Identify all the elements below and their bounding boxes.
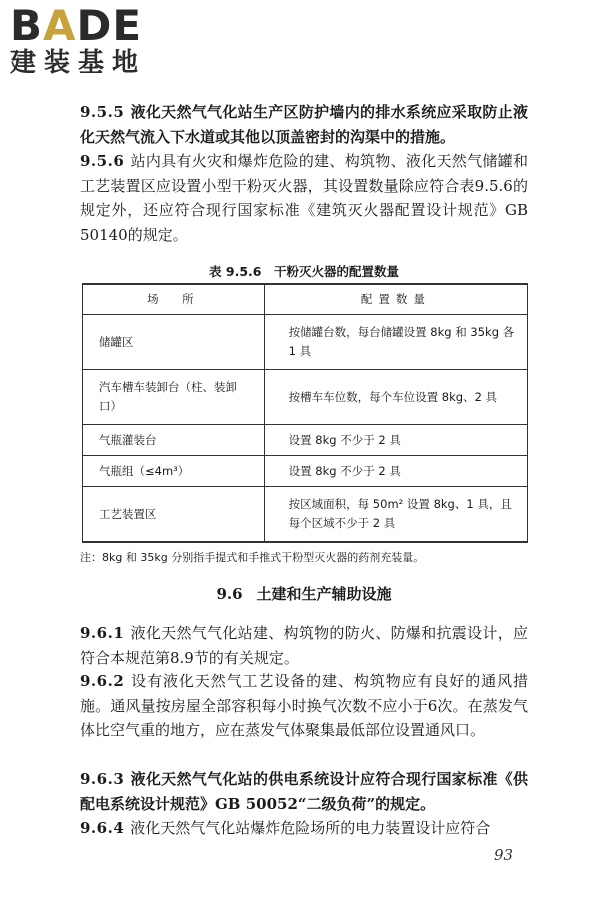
cell-quantity: 按储罐台数，每台储罐设置 8kg 和 35kg 各 1 具: [264, 315, 527, 370]
fire-extinguisher-table: [82, 283, 528, 543]
page-number: 93: [494, 846, 514, 864]
table-caption: 表 9.5.6 干粉灭火器的配置数量: [209, 264, 399, 279]
cell-quantity: 按槽车车位数，每个车位设置 8kg、2 具: [264, 370, 527, 425]
section-heading: 9.6 土建和生产辅助设施: [216, 585, 392, 603]
cell-location: 储罐区: [83, 315, 265, 370]
header-quantity: 配置数量: [264, 284, 527, 315]
header-location: 场 所: [83, 284, 265, 315]
logo-wordmark: BADE: [10, 1, 143, 50]
cell-location: 汽车槽车装卸台（柱、装卸口）: [83, 370, 265, 425]
cell-quantity: 设置 8kg 不少于 2 具: [264, 425, 527, 456]
clause-9-5-5: 9.5.5 液化天然气气化站生产区防护墙内的排水系统应采取防止液化天然气流入下水道或其他以顶盖密封的沟渠中的措施。: [80, 103, 528, 146]
cell-location: 气瓶灌装台: [83, 425, 265, 456]
clause-9-6-4: 9.6.4 液化天然气气化站爆炸危险场所的电力装置设计应符合: [80, 819, 491, 837]
clause-9-6-3: 9.6.3 液化天然气气化站的供电系统设计应符合现行国家标准《供配电系统设计规范》GB 50052“二级负荷”的规定。: [80, 770, 528, 813]
cell-location: 气瓶组（≤4m³）: [83, 456, 265, 487]
clause-9-5-6: 9.5.6 站内具有火灾和爆炸危险的建、构筑物、液化天然气储罐和工艺装置区应设置小型干粉灭火器，其设置数量除应符合表9.5.6的规定外，还应符合现行国家标准《建筑灭火器配置设计规范》GB 50140的规定。: [80, 152, 528, 244]
table-note: 注：8kg 和 35kg 分别指手提式和手推式干粉型灭火器的药剂充装量。: [80, 551, 425, 564]
brand-logo: [10, 1, 175, 78]
table-row: [83, 456, 528, 487]
table-row: [83, 315, 528, 370]
cell-location: 工艺装置区: [83, 487, 265, 543]
table-row: [83, 425, 528, 456]
table-header-row: [83, 284, 528, 315]
table-row: [83, 487, 528, 543]
clause-9-6-1: 9.6.1 液化天然气气化站建、构筑物的防火、防爆和抗震设计，应符合本规范第8.9节的有关规定。: [80, 624, 528, 667]
table-row: [83, 370, 528, 425]
clause-9-6-2: 9.6.2 设有液化天然气工艺设备的建、构筑物应有良好的通风措施。通风量按房屋全部容积每小时换气次数不应小于6次。在蒸发气体比空气重的地方，应在蒸发气体聚集最低部位设置通风口。: [80, 672, 528, 739]
cell-quantity: 按区域面积，每 50m² 设置 8kg、1 具，且每个区域不少于 2 具: [264, 487, 527, 543]
cell-quantity: 设置 8kg 不少于 2 具: [264, 456, 527, 487]
logo-subtitle: 建装基地: [10, 48, 147, 78]
